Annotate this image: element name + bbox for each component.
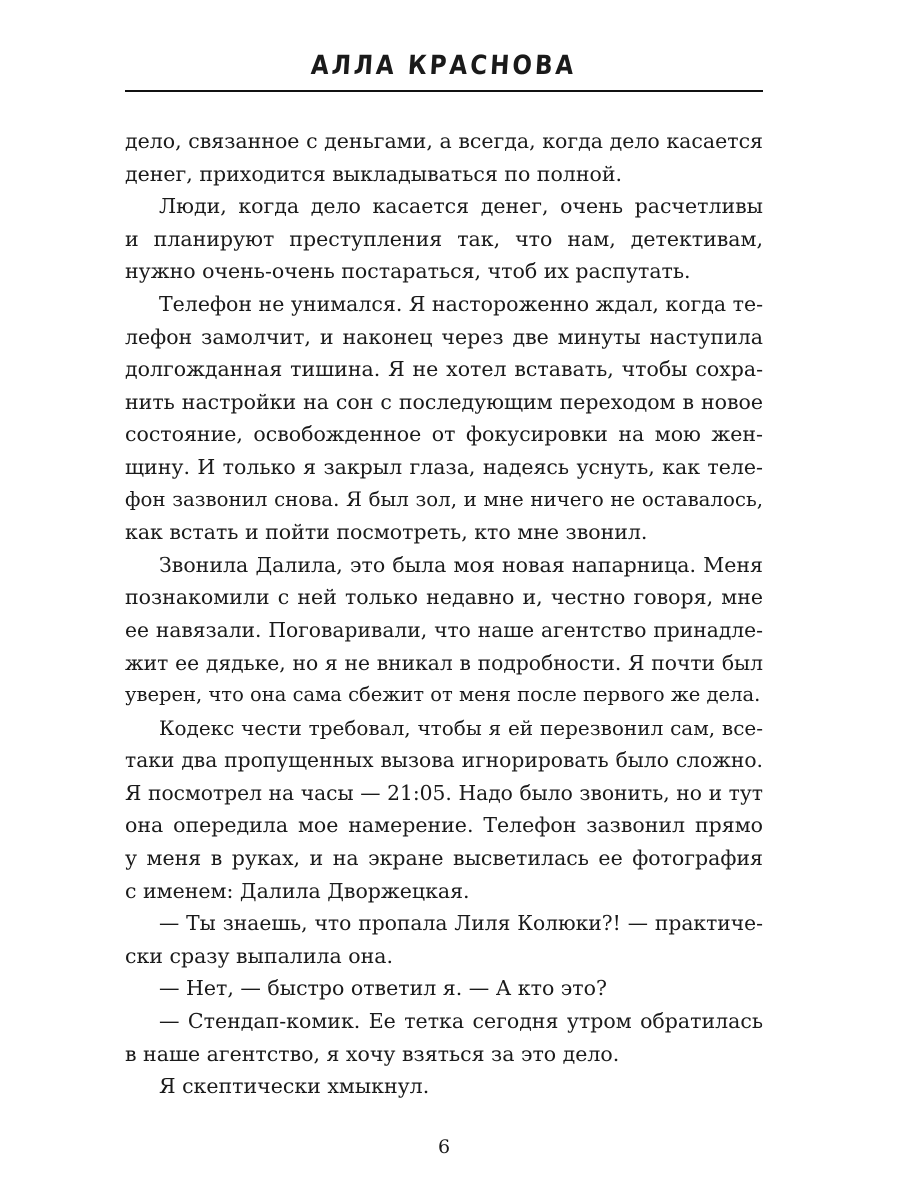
text-line: ски сразу выпалила она. bbox=[125, 943, 393, 968]
text-line: у меня в руках, и на экране высветилась ее фотография bbox=[125, 846, 763, 871]
text-line: нить настройки на сон с последующим переходом в новое bbox=[125, 389, 763, 414]
text-line: — Нет, — быстро ответил я. — А кто это? bbox=[159, 976, 607, 1001]
text-line: щину. И только я закрыл глаза, надеясь уснуть, как теле- bbox=[125, 454, 763, 479]
text-line: в наше агентство, я хочу взяться за это дело. bbox=[125, 1041, 620, 1066]
text-line: Я скептически хмыкнул. bbox=[159, 1074, 430, 1099]
text-line: с именем: Далила Дворжецкая. bbox=[125, 878, 470, 903]
text-line: Звонила Далила, это была моя новая напарница. Меня bbox=[159, 552, 763, 577]
text-line: лефон замолчит, и наконец через две минуты наступила bbox=[125, 324, 763, 349]
body-text bbox=[125, 125, 763, 1103]
text-line: Кодекс чести требовал, чтобы я ей перезвонил сам, все- bbox=[159, 715, 763, 740]
text-line: Люди, когда дело касается денег, очень расчетливы bbox=[159, 194, 763, 219]
text-line: как встать и пойти посмотреть, кто мне звонил. bbox=[125, 520, 648, 545]
page-number: 6 bbox=[437, 1136, 451, 1158]
running-header bbox=[125, 48, 763, 92]
paragraph bbox=[125, 1070, 763, 1103]
text-line: таки два пропущенных вызова игнорировать было сложно. bbox=[125, 748, 763, 773]
text-line: Я посмотрел на часы — 21:05. Надо было звонить, но и тут bbox=[125, 780, 763, 805]
paragraph bbox=[125, 712, 763, 908]
paragraph bbox=[125, 907, 763, 972]
text-line: фон зазвонил снова. Я был зол, и мне ничего не оставалось, bbox=[125, 487, 763, 511]
paragraph bbox=[125, 190, 763, 288]
text-line: ее навязали. Поговаривали, что наше агентство принадле- bbox=[125, 617, 763, 642]
text-line: жит ее дядьке, но я не вникал в подробности. Я почти был bbox=[125, 650, 763, 675]
text-line: нужно очень-очень постараться, чтоб их распутать. bbox=[125, 259, 691, 284]
text-line: Телефон не унимался. Я настороженно ждал, когда те- bbox=[159, 291, 764, 316]
paragraph bbox=[125, 288, 763, 549]
author-name-header: АЛЛА КРАСНОВА bbox=[310, 51, 578, 81]
paragraph bbox=[125, 972, 763, 1005]
paragraph bbox=[125, 549, 763, 712]
text-line: — Стендап-комик. Ее тетка сегодня утром обратилась bbox=[159, 1009, 763, 1034]
text-line: уверен, что она сама сбежит от меня после первого же дела. bbox=[125, 683, 761, 707]
text-line: долгожданная тишина. Я не хотел вставать, чтобы сохра- bbox=[125, 357, 763, 382]
text-line: дело, связанное с деньгами, а всегда, когда дело касается bbox=[125, 129, 763, 153]
text-line: она опередила мое намерение. Телефон зазвонил прямо bbox=[125, 813, 763, 838]
text-line: состояние, освобожденное от фокусировки на мою жен- bbox=[125, 422, 763, 447]
text-line: и планируют преступления так, что нам, детективам, bbox=[125, 226, 763, 251]
text-line: денег, приходится выкладываться по полной. bbox=[125, 161, 623, 186]
paragraph bbox=[125, 125, 763, 190]
text-line: познакомили с ней только недавно и, честно говоря, мне bbox=[125, 585, 763, 610]
paragraph bbox=[125, 1005, 763, 1070]
text-line: — Ты знаешь, что пропала Лиля Колюки?! — практиче- bbox=[159, 911, 763, 936]
